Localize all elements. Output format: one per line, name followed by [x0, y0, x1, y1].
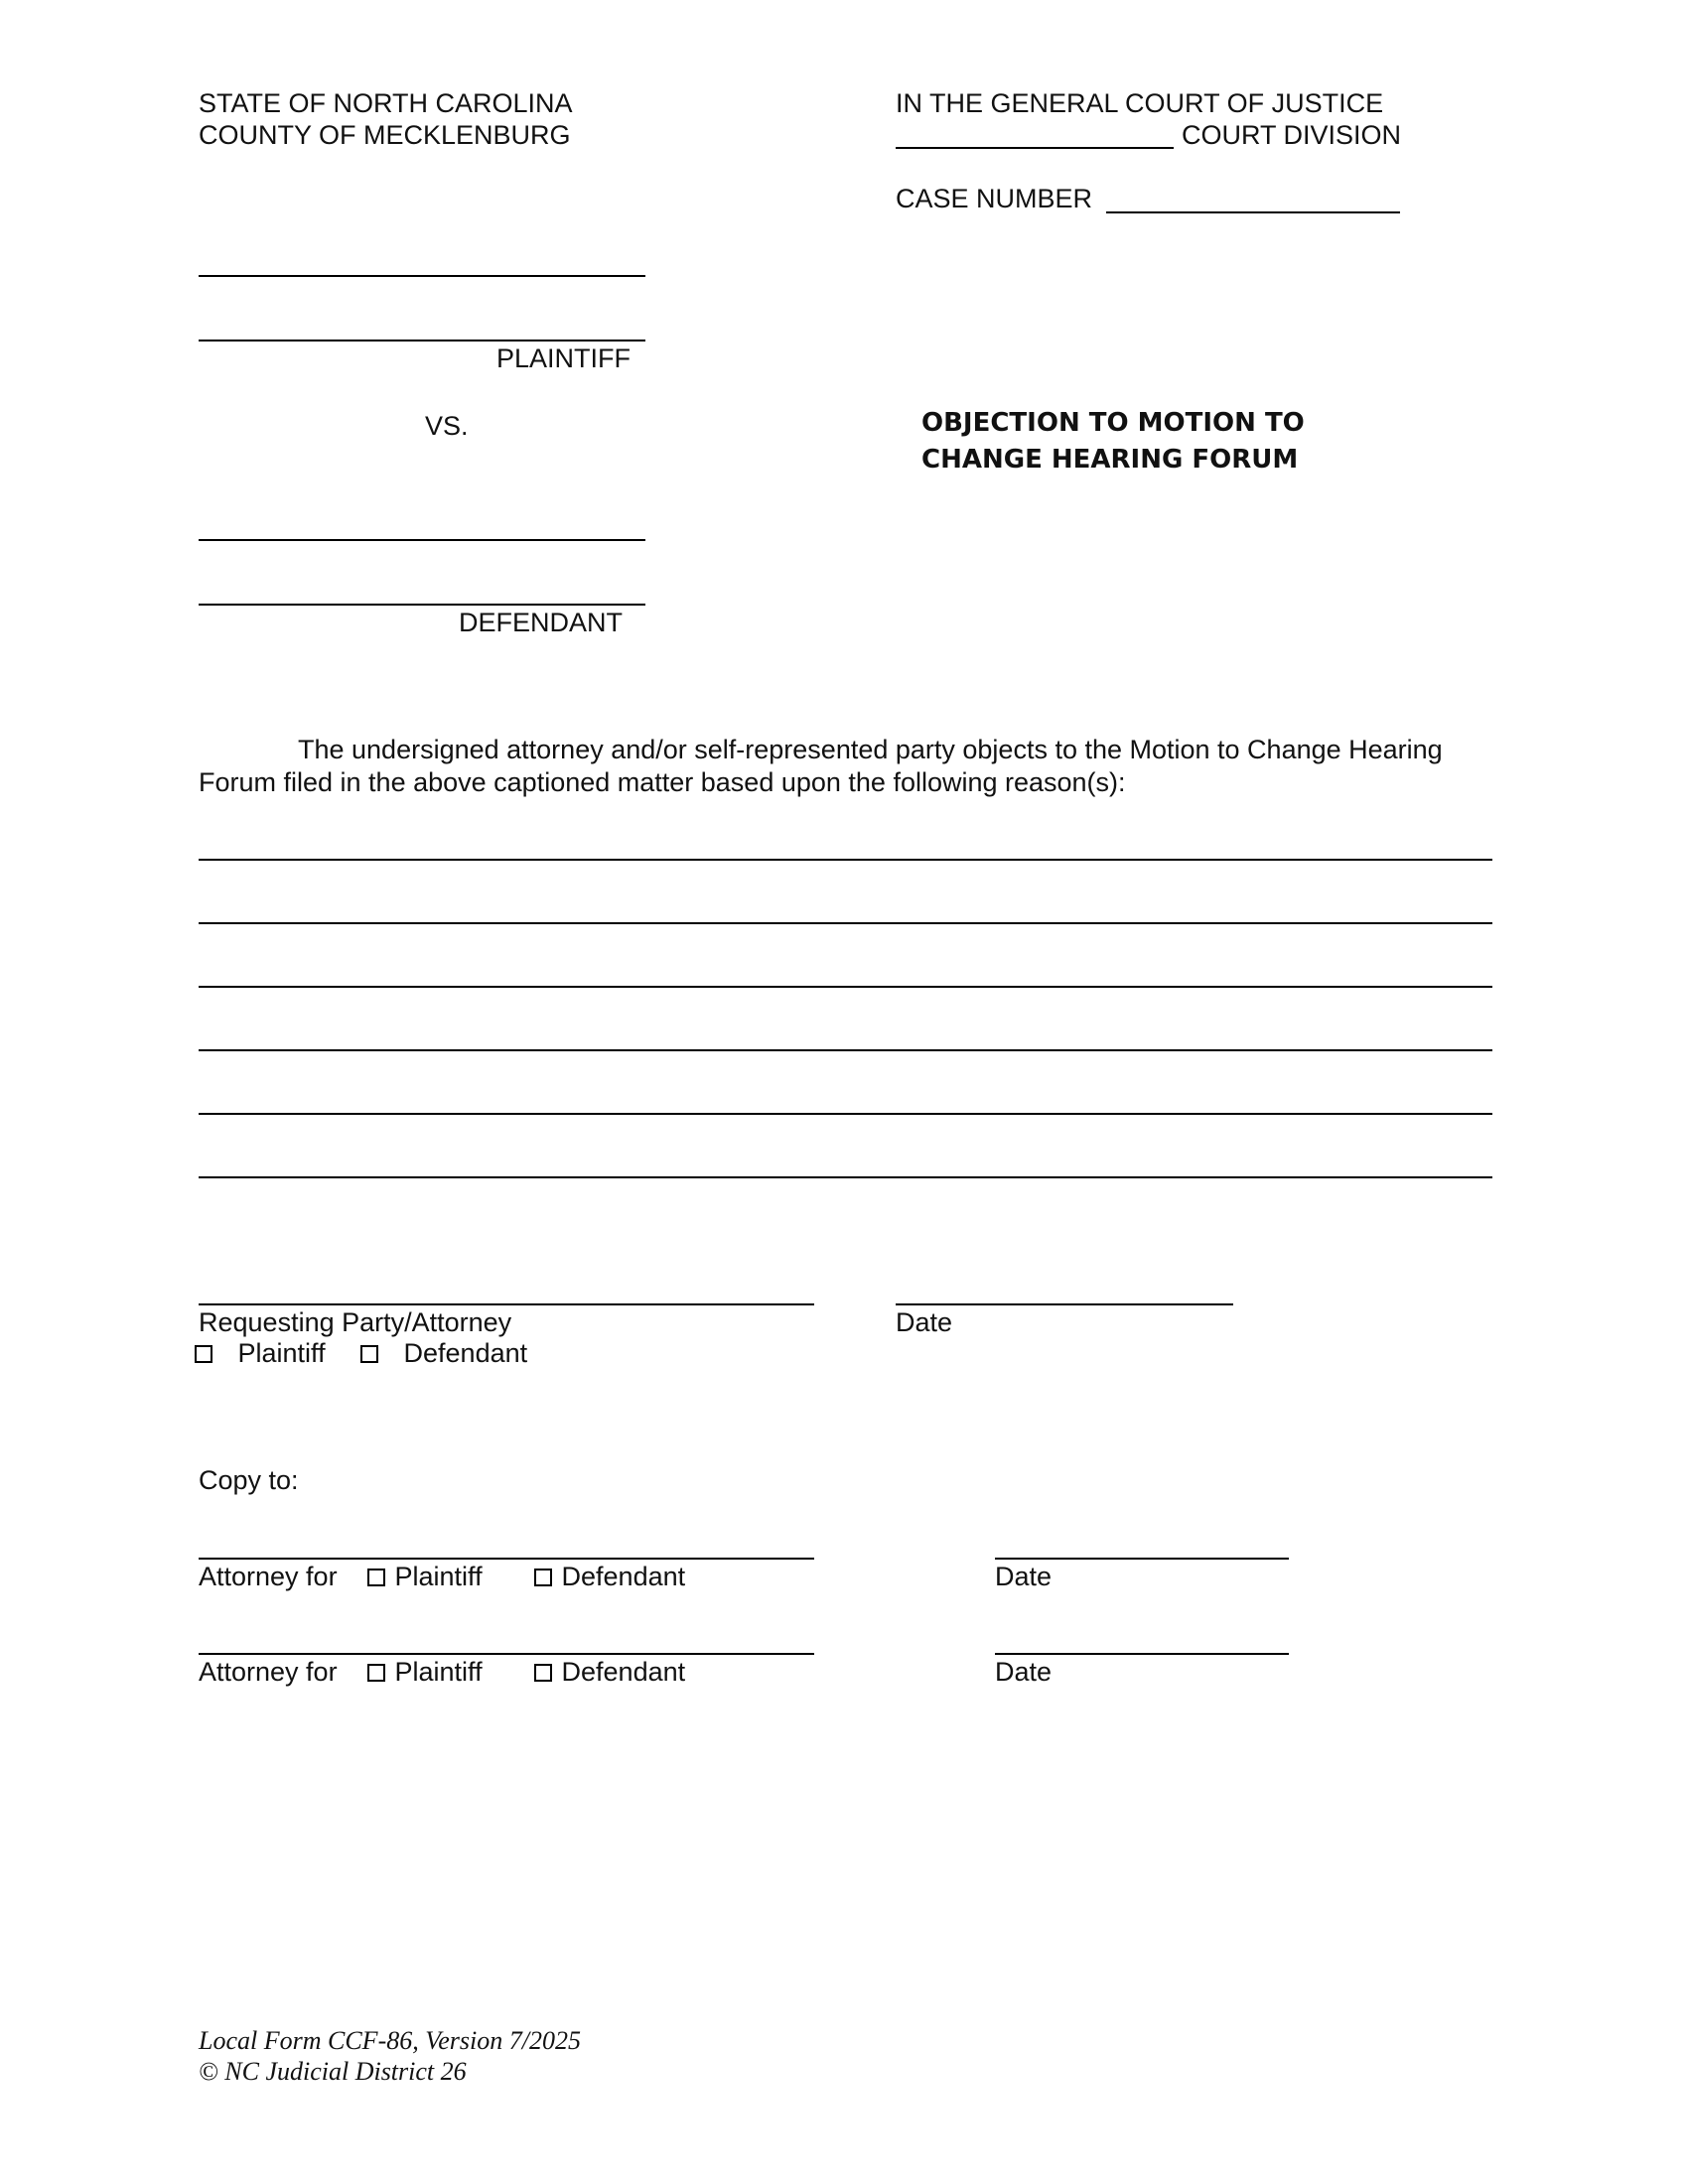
plaintiff-checkbox[interactable] [367, 1664, 385, 1682]
requesting-plaintiff-option [195, 1337, 326, 1369]
reason-line[interactable] [199, 1049, 1492, 1051]
defendant-checkbox[interactable] [534, 1664, 552, 1682]
form-id: Local Form CCF-86, Version 7/2025 [199, 2026, 581, 2055]
reason-line[interactable] [199, 986, 1492, 988]
copy-plaintiff-option [367, 1656, 483, 1688]
copyright: © NC Judicial District 26 [199, 2057, 467, 2086]
plaintiff-name-line-2[interactable] [199, 340, 645, 341]
court-division-blank[interactable] [896, 147, 1174, 149]
defendant-label: DEFENDANT [459, 608, 624, 637]
reason-line[interactable] [199, 859, 1492, 861]
plaintiff-option-label: Plaintiff [237, 1338, 326, 1368]
copy-defendant-option [534, 1561, 685, 1592]
requesting-defendant-option [360, 1337, 527, 1369]
form-title-line-2: CHANGE HEARING FORUM [921, 445, 1299, 475]
vs-label: VS. [425, 411, 469, 441]
defendant-option-label: Defendant [561, 1657, 686, 1687]
state-label: STATE OF NORTH CAROLINA [199, 88, 573, 118]
court-division-label: COURT DIVISION [1182, 120, 1402, 150]
copy-attorney-signature-line[interactable] [199, 1558, 814, 1560]
plaintiff-label: PLAINTIFF [496, 343, 632, 373]
objection-paragraph: The undersigned attorney and/or self-represented party objects to the Motion to Change Hearing Forum filed in the above captioned matter based upon the following reason(s): [199, 735, 1443, 797]
defendant-checkbox[interactable] [360, 1345, 378, 1363]
requesting-party-label: Requesting Party/Attorney [199, 1307, 512, 1337]
attorney-for-label: Attorney for [199, 1657, 338, 1687]
reason-line[interactable] [199, 1176, 1492, 1178]
defendant-name-line-1[interactable] [199, 539, 645, 541]
copy-to-label: Copy to: [199, 1465, 299, 1495]
copy-date-label: Date [995, 1562, 1053, 1591]
attorney-for-label: Attorney for [199, 1562, 338, 1591]
signature-date-line[interactable] [896, 1303, 1233, 1305]
case-number-blank[interactable] [1106, 211, 1400, 213]
defendant-option-label: Defendant [561, 1562, 686, 1591]
plaintiff-checkbox[interactable] [195, 1345, 212, 1363]
defendant-checkbox[interactable] [534, 1569, 552, 1586]
plaintiff-option-label: Plaintiff [394, 1657, 483, 1687]
form-title-line-1: OBJECTION TO MOTION TO [921, 408, 1305, 438]
defendant-name-line-2[interactable] [199, 604, 645, 606]
reason-line[interactable] [199, 1113, 1492, 1115]
defendant-option-label: Defendant [403, 1338, 528, 1368]
reason-line[interactable] [199, 922, 1492, 924]
copy-date-line[interactable] [995, 1558, 1289, 1560]
plaintiff-checkbox[interactable] [367, 1569, 385, 1586]
copy-date-line[interactable] [995, 1653, 1289, 1655]
copy-plaintiff-option [367, 1561, 483, 1592]
signature-date-label: Date [896, 1307, 953, 1337]
plaintiff-name-line-1[interactable] [199, 275, 645, 277]
county-label: COUNTY OF MECKLENBURG [199, 120, 571, 150]
plaintiff-option-label: Plaintiff [394, 1562, 483, 1591]
copy-defendant-option [534, 1656, 685, 1688]
case-number-label: CASE NUMBER [896, 184, 1093, 213]
requesting-party-signature-line[interactable] [199, 1303, 814, 1305]
copy-date-label: Date [995, 1657, 1053, 1687]
copy-attorney-signature-line[interactable] [199, 1653, 814, 1655]
court-label: IN THE GENERAL COURT OF JUSTICE [896, 88, 1384, 118]
